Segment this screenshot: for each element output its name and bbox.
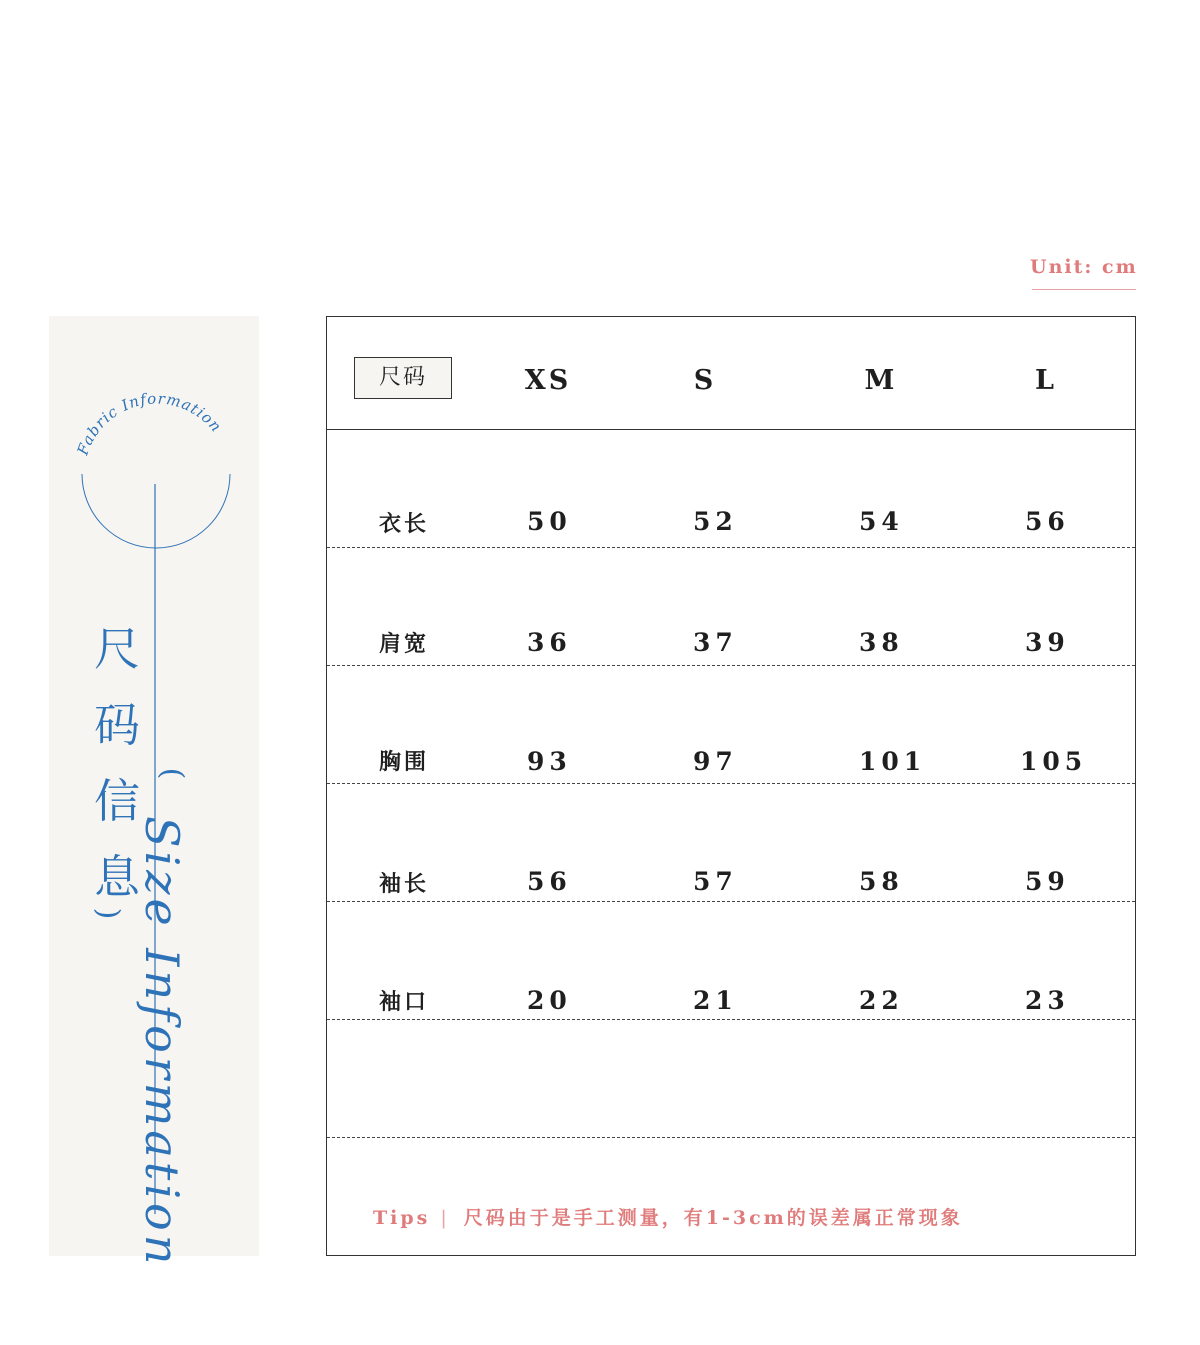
table-cell: 105	[1020, 747, 1088, 776]
table-cell: 97	[693, 747, 738, 776]
column-header-s: S	[693, 365, 717, 396]
table-cell: 21	[693, 986, 738, 1015]
table-cell: 22	[859, 986, 904, 1015]
side-paren-open: (	[154, 767, 190, 780]
row-label: 袖长	[379, 871, 430, 897]
side-title-cn: 尺码信息	[94, 622, 140, 904]
header-divider	[327, 429, 1135, 430]
table-cell: 56	[1025, 507, 1070, 536]
table-cell: 50	[527, 507, 572, 536]
row-label: 胸围	[379, 749, 430, 775]
table-cell: 56	[527, 867, 572, 896]
semicircle-ornament	[82, 474, 230, 548]
table-cell: 38	[859, 628, 904, 657]
column-header-l: L	[1035, 365, 1057, 396]
corner-label: 尺码	[354, 357, 452, 399]
row-divider	[327, 1137, 1135, 1138]
table-cell: 59	[1025, 867, 1070, 896]
arc-text: Fabric Information	[73, 389, 226, 458]
size-table	[326, 316, 1136, 1256]
row-divider	[327, 901, 1135, 902]
tips-label: Tips	[373, 1207, 431, 1229]
row-label: 袖口	[379, 989, 430, 1015]
row-divider	[327, 665, 1135, 666]
table-cell: 23	[1025, 986, 1070, 1015]
row-divider	[327, 783, 1135, 784]
table-cell: 54	[859, 507, 904, 536]
table-cell: 101	[859, 747, 927, 776]
column-header-xs: XS	[524, 365, 572, 396]
table-cell: 52	[693, 507, 738, 536]
column-header-m: M	[864, 365, 898, 396]
tips-text: 尺码由于是手工测量，有1-3cm的误差属正常现象	[463, 1207, 963, 1229]
table-cell: 39	[1025, 628, 1070, 657]
table-cell: 37	[693, 628, 738, 657]
table-cell: 58	[859, 867, 904, 896]
side-panel	[49, 316, 259, 1269]
row-divider	[327, 547, 1135, 548]
unit-underline	[1032, 289, 1136, 290]
tips-separator: |	[440, 1207, 450, 1229]
row-divider	[327, 1019, 1135, 1020]
table-cell: 20	[527, 986, 572, 1015]
tips-note	[373, 1203, 963, 1230]
row-label: 衣长	[379, 511, 430, 537]
unit-label: Unit: cm	[1030, 256, 1138, 278]
table-cell: 57	[693, 867, 738, 896]
side-title-en: Size Information	[135, 816, 189, 1269]
side-paren-close: )	[90, 907, 126, 920]
table-cell: 36	[527, 628, 572, 657]
table-cell: 93	[527, 747, 572, 776]
row-label: 肩宽	[379, 631, 430, 657]
